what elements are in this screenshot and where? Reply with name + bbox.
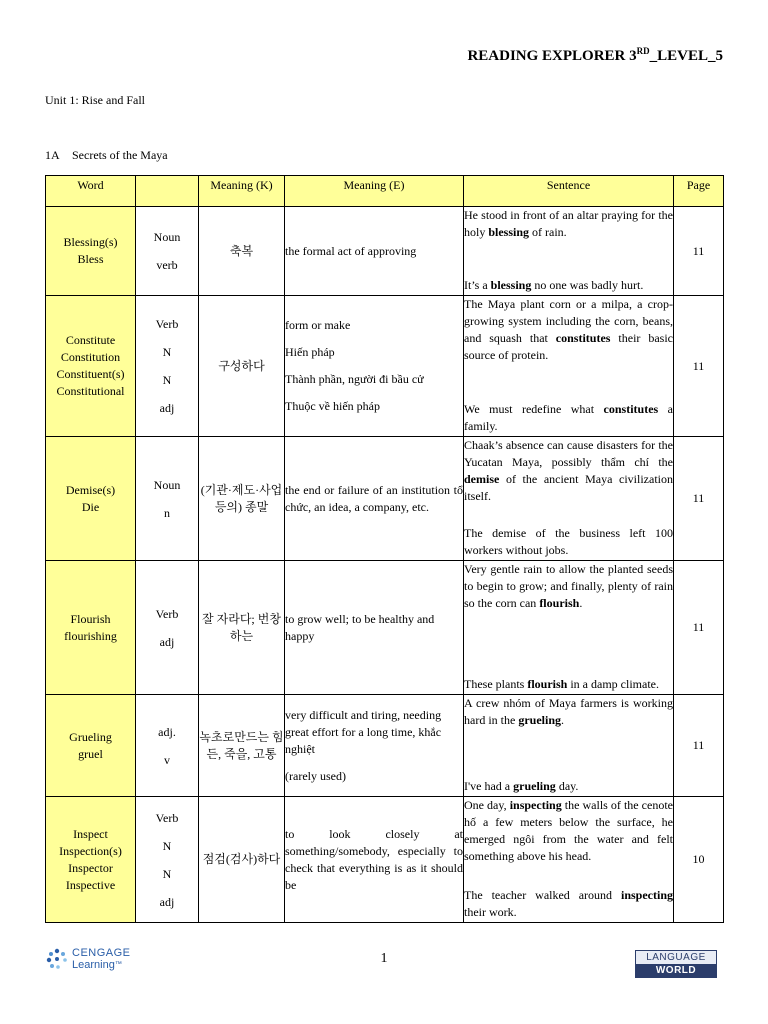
part-of-speech: Verb bbox=[155, 810, 179, 825]
target-word: blessing bbox=[488, 225, 530, 239]
meaning-english-cell bbox=[285, 296, 464, 437]
part-of-speech-cell bbox=[136, 561, 199, 695]
sentence-text: Very gentle rain to allow the planted seeds to begin to grow; and finally, plenty of rain so the corn can bbox=[464, 562, 673, 610]
part-of-speech: Noun bbox=[153, 477, 181, 492]
sentence-text: day. bbox=[555, 779, 579, 793]
cengage-line1: CENGAGE bbox=[72, 947, 131, 959]
meaning-korean-cell: (기관·제도·사업 등의) 종말 bbox=[199, 437, 285, 561]
sentence-text: their work. bbox=[464, 905, 517, 919]
sentence-text: in a damp climate. bbox=[567, 677, 659, 691]
word-form: Blessing(s) bbox=[63, 235, 118, 249]
example-sentence bbox=[464, 676, 673, 693]
word-form: Demise(s) bbox=[65, 482, 116, 497]
sentence-cell bbox=[464, 561, 674, 695]
word-form: Constitute bbox=[65, 333, 116, 347]
target-word: inspecting bbox=[620, 888, 673, 902]
part-of-speech: adj bbox=[159, 634, 175, 649]
table-header-row bbox=[46, 176, 724, 207]
part-of-speech: N bbox=[162, 345, 172, 359]
meaning-english-cell bbox=[285, 695, 464, 797]
word-cell bbox=[46, 296, 136, 437]
target-word: demise bbox=[464, 472, 500, 486]
meaning-english: very difficult and tiring, needing great effort for a long time, khắc nghiệt bbox=[285, 707, 442, 756]
sentence-text: their basic source of protein. bbox=[464, 331, 673, 362]
part-of-speech: N bbox=[162, 838, 172, 853]
example-sentence bbox=[464, 277, 673, 294]
cengage-trademark: ™ bbox=[114, 961, 122, 968]
language-world-logo bbox=[635, 950, 717, 978]
document-title: READING EXPLORER 3RD_LEVEL_5 bbox=[467, 46, 723, 64]
header-meaning-korean: Meaning (K) bbox=[199, 176, 285, 207]
sentence-text: I've had a bbox=[464, 779, 514, 793]
part-of-speech: Noun bbox=[153, 230, 181, 244]
meaning-english: (rarely used) bbox=[285, 768, 346, 783]
part-of-speech: N bbox=[162, 866, 172, 881]
sentence-cell bbox=[464, 437, 674, 561]
sentence-cell bbox=[464, 797, 674, 923]
example-sentence bbox=[464, 437, 673, 505]
target-word: blessing bbox=[490, 278, 532, 292]
table-row bbox=[46, 695, 724, 797]
sentence-text: no one was badly hurt. bbox=[531, 278, 644, 292]
word-cell bbox=[46, 797, 136, 923]
language-world-line1: LANGUAGE bbox=[636, 951, 716, 964]
meaning-korean-cell: 점검(검사)하다 bbox=[199, 797, 285, 923]
sentence-cell bbox=[464, 296, 674, 437]
header-page: Page bbox=[674, 176, 724, 207]
sentence-text: . bbox=[579, 596, 583, 610]
header-part-of-speech bbox=[136, 176, 199, 207]
sentence-cell bbox=[464, 695, 674, 797]
part-of-speech: n bbox=[164, 505, 170, 520]
word-form: flourishing bbox=[64, 628, 117, 643]
word-form: Bless bbox=[77, 252, 104, 266]
sentence-text: These plants bbox=[464, 677, 528, 691]
header-sentence: Sentence bbox=[464, 176, 674, 207]
target-word: flourish bbox=[539, 596, 580, 610]
meaning-korean-cell: 축복 bbox=[199, 207, 285, 296]
section-heading bbox=[45, 148, 168, 163]
cengage-line2: Learning bbox=[72, 959, 115, 971]
sentence-text: the walls of the cenote hố a few meters below the surface, he emerged ngôi from the water and felt something above his head. bbox=[464, 798, 673, 863]
word-cell bbox=[46, 695, 136, 797]
meaning-english: to look closely at something/somebody, especially to check that everything is as it should be bbox=[285, 826, 463, 892]
table-row bbox=[46, 296, 724, 437]
example-sentence bbox=[464, 525, 673, 559]
word-form: Inspection(s) bbox=[59, 843, 122, 858]
sentence-text: Chaak’s absence can cause disasters for the Yucatan Maya, possibly thẩm chí the bbox=[464, 438, 673, 469]
target-word: grueling bbox=[513, 779, 556, 793]
word-cell bbox=[46, 437, 136, 561]
sentence-text: of rain. bbox=[529, 225, 567, 239]
part-of-speech: v bbox=[164, 752, 170, 767]
section-title: Secrets of the Maya bbox=[72, 148, 168, 162]
example-sentence bbox=[464, 797, 673, 865]
sentence-text: . bbox=[561, 713, 564, 727]
meaning-english-cell bbox=[285, 561, 464, 695]
part-of-speech: Verb bbox=[155, 606, 179, 621]
sentence-text: It’s a bbox=[464, 278, 491, 292]
example-sentence bbox=[464, 778, 673, 795]
meaning-english: Thành phần, người đi bầu cử bbox=[285, 372, 424, 386]
table-row bbox=[46, 437, 724, 561]
page-cell: 11 bbox=[674, 695, 724, 797]
word-form: Constitutional bbox=[56, 384, 125, 398]
word-form: Constitution bbox=[60, 350, 121, 364]
meaning-english: form or make bbox=[285, 318, 351, 332]
sentence-text: The teacher walked around bbox=[464, 888, 621, 902]
part-of-speech-cell bbox=[136, 797, 199, 923]
example-sentence bbox=[464, 887, 673, 921]
word-form: Die bbox=[81, 499, 100, 514]
section-number: 1A bbox=[45, 148, 60, 162]
meaning-english: to grow well; to be healthy and happy bbox=[285, 611, 435, 643]
meaning-english: Thuộc về hiến pháp bbox=[285, 399, 380, 413]
page-cell: 10 bbox=[674, 797, 724, 923]
meaning-english: the formal act of approving bbox=[285, 243, 417, 258]
example-sentence bbox=[464, 561, 673, 612]
page-cell: 11 bbox=[674, 561, 724, 695]
table-row bbox=[46, 561, 724, 695]
meaning-english-cell bbox=[285, 207, 464, 296]
example-sentence bbox=[464, 695, 673, 729]
word-form: Inspective bbox=[65, 877, 116, 892]
meaning-english-cell bbox=[285, 437, 464, 561]
vocabulary-table bbox=[45, 175, 724, 923]
word-cell bbox=[46, 561, 136, 695]
page-cell: 11 bbox=[674, 437, 724, 561]
part-of-speech-cell bbox=[136, 296, 199, 437]
meaning-english: the end or failure of an institution tổ chức, an idea, a company, etc. bbox=[285, 482, 463, 514]
sentence-cell bbox=[464, 207, 674, 296]
page-cell: 11 bbox=[674, 296, 724, 437]
sentence-text: He stood in front of an altar praying for the holy bbox=[464, 208, 673, 239]
part-of-speech: adj bbox=[159, 894, 175, 909]
meaning-korean-cell: 구성하다 bbox=[199, 296, 285, 437]
language-world-line2: WORLD bbox=[636, 964, 716, 977]
sentence-text: We must redefine what bbox=[464, 402, 604, 416]
part-of-speech: Verb bbox=[155, 317, 179, 331]
part-of-speech-cell bbox=[136, 695, 199, 797]
target-word: constitutes bbox=[555, 331, 611, 345]
target-word: constitutes bbox=[603, 402, 659, 416]
page-cell: 11 bbox=[674, 207, 724, 296]
part-of-speech-cell bbox=[136, 207, 199, 296]
unit-heading: Unit 1: Rise and Fall bbox=[45, 93, 145, 107]
word-form: Flourish bbox=[70, 611, 111, 626]
word-form: gruel bbox=[78, 746, 103, 761]
table-row bbox=[46, 207, 724, 296]
sentence-text: The Maya plant corn or a milpa, a crop-growing system including the corn, beans, and squash that bbox=[464, 297, 673, 345]
header-word: Word bbox=[46, 176, 136, 207]
part-of-speech: N bbox=[162, 373, 172, 387]
example-sentence bbox=[464, 401, 673, 435]
page-number: 1 bbox=[380, 951, 388, 966]
sentence-text: A crew nhóm of Maya farmers is working hard in the bbox=[464, 696, 673, 727]
sentence-text: of the ancient Maya civilization itself. bbox=[464, 472, 673, 503]
sentence-text: a family. bbox=[464, 402, 673, 433]
word-cell bbox=[46, 207, 136, 296]
meaning-korean-cell: 잘 자라다; 번창하는 bbox=[199, 561, 285, 695]
meaning-english-cell bbox=[285, 797, 464, 923]
example-sentence bbox=[464, 296, 673, 364]
part-of-speech: adj bbox=[159, 401, 175, 415]
sentence-text: The demise of the business left 100 workers without jobs. bbox=[464, 526, 673, 557]
meaning-korean-cell: 녹초로만드는 힘든, 죽을, 고통 bbox=[199, 695, 285, 797]
table-row bbox=[46, 797, 724, 923]
target-word: grueling bbox=[518, 713, 561, 727]
part-of-speech: adj. bbox=[158, 724, 176, 739]
meaning-english: Hiến pháp bbox=[285, 345, 335, 359]
example-sentence bbox=[464, 207, 673, 241]
target-word: inspecting bbox=[509, 798, 562, 812]
part-of-speech-cell bbox=[136, 437, 199, 561]
word-form: Inspect bbox=[73, 826, 108, 841]
sentence-text: One day, bbox=[464, 798, 510, 812]
word-form: Inspector bbox=[68, 860, 113, 875]
word-form: Grueling bbox=[69, 729, 112, 744]
part-of-speech: verb bbox=[156, 258, 178, 272]
header-meaning-english: Meaning (E) bbox=[285, 176, 464, 207]
target-word: flourish bbox=[527, 677, 568, 691]
word-form: Constituent(s) bbox=[56, 367, 125, 381]
